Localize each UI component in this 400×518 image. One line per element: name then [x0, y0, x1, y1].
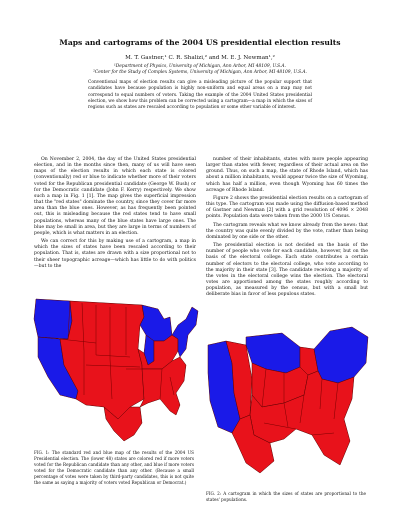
figure-2-cartogram [204, 323, 372, 483]
state-region [140, 305, 172, 341]
author-list: M. T. Gastner,¹ C. R. Shalizi,² and M. E. J. Newman¹,² [125, 55, 275, 61]
body-paragraph: The cartogram reveals what we know already from the news: that the country was quite evenly divided by the vote, rather than being dominated by one side or the other. [206, 222, 368, 240]
body-paragraph: The presidential election is not decided on the basis of the number of people who vote for each candidate, however, but on the basis of the electoral college. Each state contributes a certain number of electors to the electoral college, who vote according to the majority in their state [3]. The candidate receiving a majority of the votes in the electoral college wins the election. The electoral votes are apportioned among the states roughly according to population, as measured by the census, but with a small but deliberate bias in favor of less populous states. [206, 243, 368, 298]
figure-2-caption: FIG. 2: A cartogram in which the sizes of states are proportional to the states' populations. [206, 491, 366, 503]
affiliations [20, 64, 380, 76]
body-paragraph: number of their inhabitants, states with more people appearing larger than states with fewer, regardless of their actual area on the ground. Thus, on such a map, the state of Rhode Island, which has about a million inhabitants, would appear twice the size of Wyoming, which has half a million, even though Wyoming has 60 times the acreage of Rhode Island. [206, 157, 368, 193]
affiliation-1: ¹Department of Physics, University of Michigan, Ann Arbor, MI 48109, U.S.A. [114, 64, 286, 69]
state-region [314, 327, 368, 383]
state-region [60, 301, 144, 419]
paper-title: Maps and cartograms of the 2004 US presidential election results [59, 38, 341, 47]
state-region [34, 299, 72, 339]
body-paragraph: We can correct for this by making use of a cartogram, a map in which the sizes of states have been rescaled according to their population. That is, states are drawn with a size proportional not to their sheer topographic acreage—which has little to do with politics—but to the [34, 239, 196, 269]
right-column [206, 157, 368, 300]
body-paragraph: On November 2, 2004, the day of the United States presidential election, and in the months since then, many of us will have seen maps of the election results in which each state is colored (conventionally) red or blue to indicate whether more of their voters voted for the Republican presidential candidate (George W. Bush) or for the Democratic candidate (John F. Kerry) respectively. We show such a map in Fig. 1 [1]. The map gives the superficial impression that the "red states" dominate the country, since they cover far more area than the blue ones. However, as has frequently been pointed out, this is misleading because the red states tend to have small populations, whereas many of the blue states have large ones. The blue may be small in area, but they are large in terms of numbers of people, which is what matters in an election. [34, 157, 196, 236]
abstract: Conventional maps of election results can give a misleading picture of the popular support that candidates have because population is highly non-uniform and equal areas on a map may not correspond to equal numbers of voters. Taking the example of the 2004 United States presidential election, we show how this problem can be corrected using a cartogram—a map in which the sizes of regions such as states are rescaled according to population or some other variable of interest. [88, 80, 312, 111]
cartogram-states [208, 327, 368, 473]
left-column [34, 157, 196, 272]
us-map-states [34, 299, 198, 441]
figure-1-caption: FIG. 1: The standard red and blue map of the results of the 2004 US Presidential election. The (lower 48) states are colored red if more voters voted for the Republican candidate than any other, and blue if more voters voted for the Democratic candidate than any other. (Because a small percentage of votes were taken by third-party candidates, this is not quite the same as saying a majority of voters voted Republican or Democrat.) [34, 450, 194, 486]
figure-1-election-map [30, 295, 200, 445]
affiliation-2: ²Center for the Study of Complex Systems, University of Michigan, Ann Arbor, MI 48109, U.S.A. [93, 70, 307, 75]
body-paragraph: Figure 2 shows the presidential election results on a cartogram of this type. The cartogram was made using the diffusion-based method of Gastner and Newman [2] with a grid resolution of 4096 × 2048 points. Population data were taken from the 2000 US Census. [206, 195, 368, 220]
